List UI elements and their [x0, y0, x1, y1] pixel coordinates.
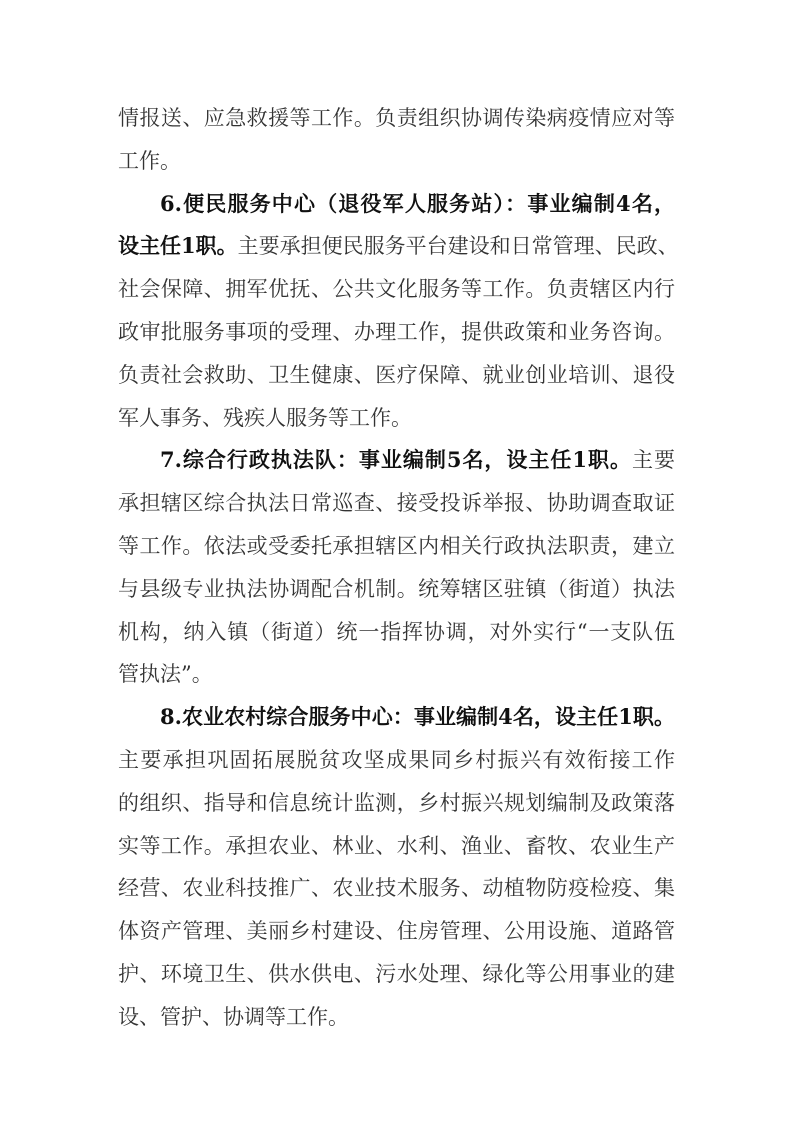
text-line — [118, 825, 675, 868]
text-line — [118, 97, 675, 140]
text-line — [118, 867, 675, 910]
paragraph — [118, 439, 675, 696]
body-text: 机构，纳入镇（街道）统一指挥协调，对外实行“一支队伍 — [118, 619, 675, 644]
section-heading: 8.农业农村综合服务中心：事业编制4名，设主任1职。 — [160, 704, 675, 730]
body-text: 政审批服务事项的受理、办理工作，提供政策和业务咨询。 — [118, 319, 675, 344]
paragraph — [118, 696, 675, 1038]
body-text: 军人事务、残疾人服务等工作。 — [118, 405, 412, 430]
text-line — [118, 611, 675, 654]
body-text: 体资产管理、美丽乡村建设、住房管理、公用设施、道路管 — [118, 919, 675, 944]
text-line — [118, 525, 675, 568]
text-line — [118, 996, 675, 1039]
body-text: 社会保障、拥军优抚、公共文化服务等工作。负责辖区内行 — [118, 277, 675, 302]
text-line — [118, 225, 679, 268]
text-line — [118, 782, 675, 825]
body-text: 护、环境卫生、供水供电、污水处理、绿化等公用事业的建 — [118, 961, 675, 986]
body-text: 实等工作。承担农业、林业、水利、渔业、畜牧、农业生产 — [118, 833, 675, 858]
text-line — [118, 268, 675, 311]
section-heading: 7.综合行政执法队：事业编制5名，设主任1职。 — [160, 447, 632, 473]
body-text: 工作。 — [118, 148, 181, 173]
text-line — [118, 354, 675, 397]
body-text: 的组织、指导和信息统计监测，乡村振兴规划编制及政策落 — [118, 790, 675, 815]
body-text: 主要承担便民服务平台建设和日常管理、民政、 — [237, 234, 679, 259]
text-line — [118, 482, 675, 525]
body-text: 经营、农业科技推广、农业技术服务、动植物防疫检疫、集 — [118, 876, 675, 901]
body-text: 等工作。依法或受委托承担辖区内相关行政执法职责，建立 — [118, 533, 675, 558]
body-text: 主要承担巩固拓展脱贫攻坚成果同乡村振兴有效衔接工作 — [118, 747, 675, 772]
text-line — [118, 183, 675, 226]
text-line — [118, 696, 675, 739]
text-line — [118, 953, 675, 996]
body-text: 设、管护、协调等工作。 — [118, 1004, 349, 1029]
body-text: 管执法”。 — [118, 662, 213, 687]
text-line — [118, 140, 675, 183]
text-line — [118, 653, 675, 696]
body-text: 情报送、应急救援等工作。负责组织协调传染病疫情应对等 — [118, 106, 675, 130]
text-line — [118, 739, 675, 782]
body-text: 负责社会救助、卫生健康、医疗保障、就业创业培训、退役 — [118, 362, 675, 387]
paragraph — [118, 183, 679, 440]
text-line — [118, 910, 675, 953]
section-heading: 设主任1职。 — [118, 233, 238, 259]
paragraph — [118, 97, 675, 183]
text-line — [118, 568, 675, 611]
text-line — [118, 439, 675, 482]
body-text: 主要 — [632, 448, 675, 473]
text-line — [118, 311, 675, 354]
body-text: 与县级专业执法协调配合机制。统筹辖区驻镇（街道）执法 — [118, 576, 675, 601]
document-page — [118, 97, 679, 1039]
text-line — [118, 397, 675, 440]
section-heading: 6.便民服务中心（退役军人服务站）：事业编制4名， — [160, 190, 675, 216]
body-text: 承担辖区综合执法日常巡查、接受投诉举报、协助调查取证 — [118, 491, 675, 516]
